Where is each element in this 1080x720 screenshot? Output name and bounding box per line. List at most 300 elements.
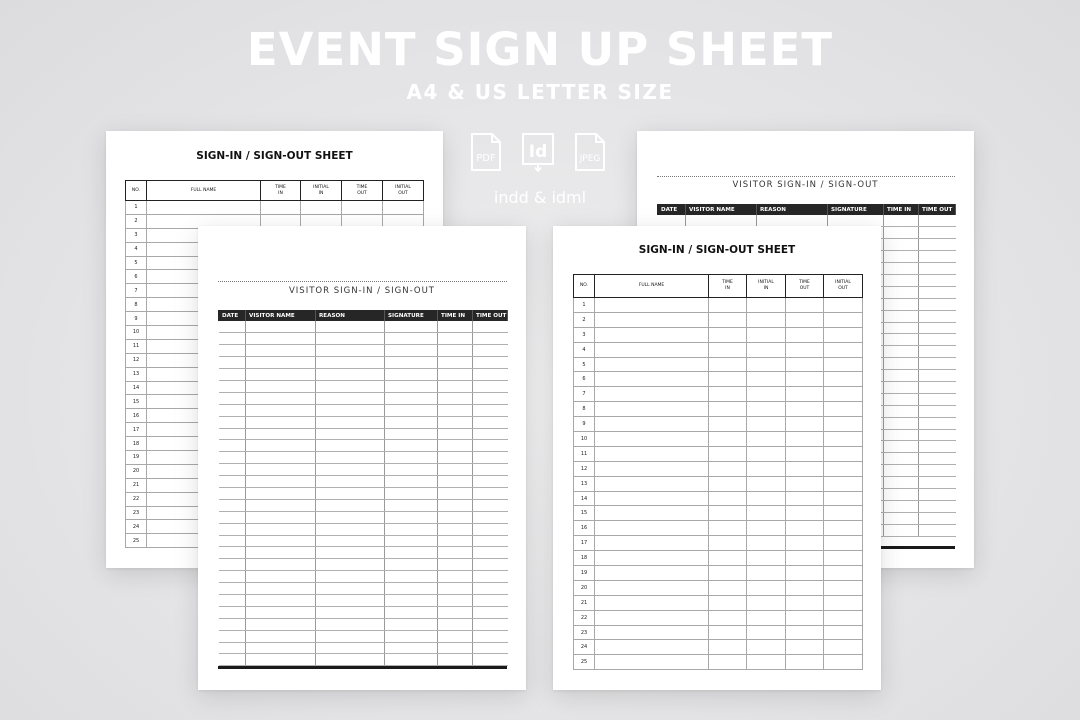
- table-cell: [747, 461, 786, 476]
- title-divider: [218, 281, 507, 282]
- table-cell: [786, 402, 824, 417]
- table-cell: [473, 321, 508, 333]
- table-cell: [438, 321, 473, 333]
- column-header: TIME OUT: [342, 181, 383, 201]
- jpeg-file-label: JPEG: [579, 154, 601, 164]
- table-cell: [884, 227, 919, 239]
- table-cell: [438, 487, 473, 499]
- row-number: 17: [574, 536, 595, 551]
- table-cell: [246, 571, 316, 583]
- table-cell: [438, 594, 473, 606]
- table-cell: [219, 630, 246, 642]
- table-cell: [219, 499, 246, 511]
- table-cell: [385, 404, 438, 416]
- table-row: [219, 594, 508, 606]
- table-cell: [747, 432, 786, 447]
- row-number: 16: [574, 521, 595, 536]
- table-cell: [316, 571, 385, 583]
- indesign-file-icon: [520, 132, 556, 172]
- table-cell: [385, 357, 438, 369]
- table-row: [219, 618, 508, 630]
- table-cell: [595, 372, 709, 387]
- table-cell: [709, 402, 747, 417]
- table-cell: [438, 428, 473, 440]
- table-cell: [595, 312, 709, 327]
- table-cell: [385, 547, 438, 559]
- table-cell: [438, 642, 473, 654]
- table-cell: [473, 487, 508, 499]
- table-cell: [316, 511, 385, 523]
- column-header: FULL NAME: [595, 275, 709, 298]
- table-cell: [747, 551, 786, 566]
- row-number: 18: [574, 551, 595, 566]
- table-cell: [246, 630, 316, 642]
- table-cell: [473, 559, 508, 571]
- table-cell: [747, 298, 786, 313]
- table-cell: [473, 535, 508, 547]
- column-header: DATE: [658, 204, 686, 215]
- row-number: 8: [126, 298, 147, 312]
- table-cell: [919, 274, 956, 286]
- row-number: 13: [126, 367, 147, 381]
- table-cell: [219, 380, 246, 392]
- table-cell: [219, 618, 246, 630]
- table-cell: [385, 571, 438, 583]
- table-cell: [385, 642, 438, 654]
- table-cell: [246, 321, 316, 333]
- table-row: [219, 321, 508, 333]
- row-number: 1: [574, 298, 595, 313]
- row-number: 7: [126, 284, 147, 298]
- column-header: DATE: [219, 310, 246, 321]
- table-cell: [824, 625, 863, 640]
- table-cell: [473, 345, 508, 357]
- table-cell: [385, 476, 438, 488]
- table-cell: [884, 488, 919, 500]
- table-cell: [316, 333, 385, 345]
- table-cell: [219, 416, 246, 428]
- table-cell: [824, 357, 863, 372]
- table-cell: [786, 566, 824, 581]
- table-cell: [246, 404, 316, 416]
- table-cell: [786, 357, 824, 372]
- table-cell: [316, 440, 385, 452]
- row-number: 16: [126, 409, 147, 423]
- table-cell: [316, 416, 385, 428]
- table-cell: [438, 630, 473, 642]
- column-header: INITIAL OUT: [824, 275, 863, 298]
- sheet-front-left: [198, 226, 526, 690]
- table-cell: [824, 312, 863, 327]
- sheet-front-right: [553, 226, 881, 690]
- table-cell: [219, 642, 246, 654]
- row-number: 25: [126, 534, 147, 548]
- table-cell: [219, 559, 246, 571]
- table-row: [574, 655, 863, 670]
- table-cell: [747, 491, 786, 506]
- row-number: 18: [126, 437, 147, 451]
- table-cell: [246, 487, 316, 499]
- row-number: 21: [574, 595, 595, 610]
- column-header: TIME OUT: [786, 275, 824, 298]
- table-cell: [919, 322, 956, 334]
- table-cell: [473, 630, 508, 642]
- row-number: 12: [126, 353, 147, 367]
- table-cell: [919, 346, 956, 358]
- row-number: 14: [574, 491, 595, 506]
- table-cell: [473, 523, 508, 535]
- table-cell: [438, 392, 473, 404]
- table-row: [219, 571, 508, 583]
- table-cell: [316, 476, 385, 488]
- table-cell: [919, 512, 956, 524]
- table-cell: [786, 536, 824, 551]
- table-cell: [438, 464, 473, 476]
- indesign-file-label: Id: [528, 142, 548, 162]
- column-header: INITIAL IN: [301, 181, 342, 201]
- table-row: [219, 380, 508, 392]
- table-cell: [385, 333, 438, 345]
- table-cell: [919, 286, 956, 298]
- row-number: 12: [574, 461, 595, 476]
- table-cell: [438, 559, 473, 571]
- table-cell: [219, 440, 246, 452]
- table-cell: [747, 402, 786, 417]
- table-cell: [709, 432, 747, 447]
- table-cell: [919, 370, 956, 382]
- table-row: [126, 201, 424, 215]
- table-row: [574, 625, 863, 640]
- table-cell: [473, 618, 508, 630]
- table-cell: [709, 491, 747, 506]
- table-row: [574, 298, 863, 313]
- table-cell: [824, 387, 863, 402]
- table-cell: [824, 521, 863, 536]
- table-cell: [595, 655, 709, 670]
- column-header: NO.: [574, 275, 595, 298]
- table-cell: [385, 452, 438, 464]
- table-cell: [884, 286, 919, 298]
- table-cell: [316, 535, 385, 547]
- table-cell: [246, 464, 316, 476]
- table-cell: [595, 625, 709, 640]
- column-header: TIME IN: [709, 275, 747, 298]
- table-cell: [385, 511, 438, 523]
- table-cell: [473, 416, 508, 428]
- table-cell: [824, 536, 863, 551]
- table-cell: [786, 372, 824, 387]
- row-number: 9: [574, 417, 595, 432]
- column-header: TIME IN: [438, 310, 473, 321]
- table-cell: [438, 380, 473, 392]
- table-row: [574, 387, 863, 402]
- table-cell: [709, 342, 747, 357]
- row-number: 1: [126, 201, 147, 215]
- table-cell: [385, 487, 438, 499]
- column-header: TIME OUT: [919, 204, 956, 215]
- table-cell: [709, 387, 747, 402]
- table-cell: [919, 453, 956, 465]
- table-row: [219, 547, 508, 559]
- table-cell: [747, 417, 786, 432]
- column-header: SIGNATURE: [385, 310, 438, 321]
- table-cell: [919, 227, 956, 239]
- table-cell: [747, 387, 786, 402]
- table-cell: [786, 298, 824, 313]
- table-cell: [473, 452, 508, 464]
- table-cell: [473, 511, 508, 523]
- table-cell: [246, 523, 316, 535]
- table-cell: [786, 610, 824, 625]
- table-cell: [786, 432, 824, 447]
- table-cell: [824, 491, 863, 506]
- table-cell: [747, 327, 786, 342]
- row-number: 23: [126, 506, 147, 520]
- table-cell: [316, 499, 385, 511]
- table-cell: [473, 654, 508, 666]
- table-cell: [919, 465, 956, 477]
- table-cell: [747, 595, 786, 610]
- table-cell: [595, 432, 709, 447]
- table-cell: [316, 594, 385, 606]
- table-cell: [747, 446, 786, 461]
- row-number: 22: [126, 492, 147, 506]
- table-cell: [824, 372, 863, 387]
- row-number: 22: [574, 610, 595, 625]
- table-cell: [595, 446, 709, 461]
- table-cell: [219, 547, 246, 559]
- table-row: [574, 357, 863, 372]
- table-cell: [316, 654, 385, 666]
- table-cell: [219, 345, 246, 357]
- table-cell: [385, 428, 438, 440]
- table-cell: [786, 461, 824, 476]
- format-icons: [468, 132, 612, 212]
- table-cell: [709, 521, 747, 536]
- table-cell: [595, 566, 709, 581]
- table-cell: [438, 333, 473, 345]
- table-row: [574, 566, 863, 581]
- table-bottom-rule: [218, 666, 507, 669]
- table-cell: [824, 506, 863, 521]
- column-header: REASON: [757, 204, 828, 215]
- table-cell: [919, 441, 956, 453]
- pdf-file-icon: [468, 132, 504, 172]
- table-cell: [884, 512, 919, 524]
- row-number: 23: [574, 625, 595, 640]
- table-cell: [919, 488, 956, 500]
- row-number: 15: [126, 395, 147, 409]
- table-cell: [246, 559, 316, 571]
- table-cell: [595, 476, 709, 491]
- table-cell: [438, 654, 473, 666]
- row-number: 24: [126, 520, 147, 534]
- table-cell: [919, 381, 956, 393]
- table-cell: [385, 523, 438, 535]
- table-cell: [709, 506, 747, 521]
- table-cell: [709, 640, 747, 655]
- table-cell: [438, 452, 473, 464]
- table-cell: [316, 345, 385, 357]
- table-cell: [316, 606, 385, 618]
- table-row: [219, 392, 508, 404]
- table-cell: [438, 523, 473, 535]
- row-number: 2: [574, 312, 595, 327]
- row-number: 4: [574, 342, 595, 357]
- table-cell: [438, 511, 473, 523]
- hero-title: EVENT SIGN UP SHEET: [246, 23, 834, 76]
- table-cell: [246, 583, 316, 595]
- table-cell: [473, 404, 508, 416]
- table-row: [574, 595, 863, 610]
- table-cell: [919, 215, 956, 227]
- sheet-title: VISITOR SIGN-IN / SIGN-OUT: [288, 286, 436, 296]
- row-number: 6: [126, 270, 147, 284]
- table-cell: [747, 610, 786, 625]
- table-cell: [786, 312, 824, 327]
- table-cell: [438, 583, 473, 595]
- table-cell: [747, 536, 786, 551]
- table-cell: [824, 402, 863, 417]
- table-cell: [884, 477, 919, 489]
- table-cell: [709, 357, 747, 372]
- table-cell: [473, 357, 508, 369]
- table-cell: [219, 487, 246, 499]
- table-cell: [786, 640, 824, 655]
- table-cell: [747, 506, 786, 521]
- table-cell: [884, 298, 919, 310]
- column-header: REASON: [316, 310, 385, 321]
- table-row: [219, 369, 508, 381]
- row-number: 21: [126, 478, 147, 492]
- table-row: [574, 476, 863, 491]
- table-cell: [438, 357, 473, 369]
- table-cell: [709, 476, 747, 491]
- table-cell: [786, 476, 824, 491]
- table-cell: [747, 312, 786, 327]
- table-cell: [884, 429, 919, 441]
- table-cell: [316, 357, 385, 369]
- title-divider: [657, 176, 955, 177]
- table-cell: [919, 358, 956, 370]
- table-cell: [246, 452, 316, 464]
- table-cell: [824, 476, 863, 491]
- row-number: 25: [574, 655, 595, 670]
- table-cell: [473, 583, 508, 595]
- table-cell: [786, 551, 824, 566]
- table-cell: [884, 215, 919, 227]
- table-cell: [261, 201, 301, 215]
- table-cell: [316, 547, 385, 559]
- row-number: 13: [574, 476, 595, 491]
- table-cell: [747, 566, 786, 581]
- table-cell: [473, 499, 508, 511]
- table-cell: [473, 571, 508, 583]
- table-cell: [438, 499, 473, 511]
- table-cell: [316, 583, 385, 595]
- table-row: [219, 476, 508, 488]
- row-number: 3: [126, 228, 147, 242]
- row-number: 6: [574, 372, 595, 387]
- table-cell: [385, 416, 438, 428]
- table-cell: [824, 327, 863, 342]
- table-cell: [824, 446, 863, 461]
- table-cell: [747, 655, 786, 670]
- table-cell: [595, 327, 709, 342]
- table-cell: [747, 476, 786, 491]
- table-cell: [824, 461, 863, 476]
- table-cell: [246, 369, 316, 381]
- table-cell: [473, 392, 508, 404]
- table-cell: [919, 298, 956, 310]
- table-cell: [438, 618, 473, 630]
- table-row: [574, 432, 863, 447]
- sheet-title: VISITOR SIGN-IN / SIGN-OUT: [732, 180, 879, 190]
- table-cell: [473, 594, 508, 606]
- pdf-file-label: PDF: [476, 153, 496, 164]
- table-row: [574, 402, 863, 417]
- table-cell: [595, 610, 709, 625]
- table-cell: [438, 535, 473, 547]
- table-cell: [438, 476, 473, 488]
- table-cell: [595, 461, 709, 476]
- table-cell: [219, 452, 246, 464]
- table-cell: [246, 594, 316, 606]
- table-row: [219, 345, 508, 357]
- table-cell: [919, 477, 956, 489]
- row-number: 19: [574, 566, 595, 581]
- table-cell: [595, 342, 709, 357]
- table-row: [574, 551, 863, 566]
- table-cell: [473, 464, 508, 476]
- table-cell: [747, 342, 786, 357]
- row-number: 17: [126, 423, 147, 437]
- jpeg-file-icon: [572, 132, 608, 172]
- table-cell: [219, 404, 246, 416]
- table-cell: [884, 441, 919, 453]
- table-cell: [786, 506, 824, 521]
- table-cell: [385, 440, 438, 452]
- table-cell: [747, 521, 786, 536]
- row-number: 2: [126, 214, 147, 228]
- table-cell: [316, 452, 385, 464]
- table-cell: [246, 618, 316, 630]
- table-cell: [595, 417, 709, 432]
- table-row: [574, 417, 863, 432]
- table-cell: [786, 521, 824, 536]
- table-cell: [385, 380, 438, 392]
- table-row: [219, 606, 508, 618]
- table-cell: [473, 606, 508, 618]
- table-cell: [438, 571, 473, 583]
- table-cell: [919, 524, 956, 536]
- row-number: 20: [126, 464, 147, 478]
- table-cell: [385, 594, 438, 606]
- table-cell: [246, 380, 316, 392]
- table-row: [574, 342, 863, 357]
- table-row: [219, 440, 508, 452]
- table-cell: [316, 369, 385, 381]
- table-cell: [438, 369, 473, 381]
- table-row: [574, 446, 863, 461]
- row-number: 8: [574, 402, 595, 417]
- table-cell: [824, 298, 863, 313]
- table-cell: [824, 610, 863, 625]
- table-cell: [595, 506, 709, 521]
- table-cell: [786, 327, 824, 342]
- table-cell: [385, 345, 438, 357]
- table-cell: [316, 392, 385, 404]
